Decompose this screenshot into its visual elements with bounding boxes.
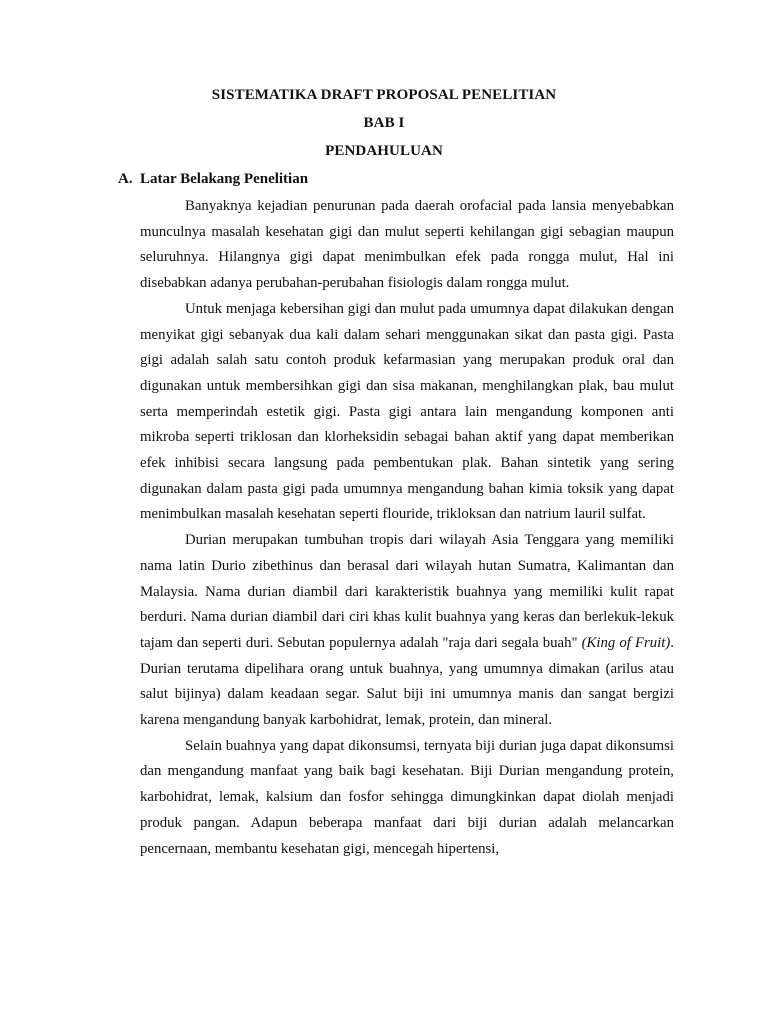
section-letter: A.	[118, 171, 133, 187]
paragraph-3-italic: (King of Fruit)	[581, 634, 671, 651]
paragraph-3-text-cont: . Durian terutama dipelihara orang untuk buahnya, yang umumnya dimakan (arilus atau salut bijinya) dalam keadaan segar. Salut biji ini umumnya manis dan sangat bergizi karena mengandung banyak karbohidrat, lemak, protein, dan mineral.	[140, 634, 674, 729]
paragraph-4: Selain buahnya yang dapat dikonsumsi, ternyata biji durian juga dapat dikonsumsi dan mengandung manfaat yang baik bagi kesehatan. Biji Durian mengandung protein, karbohidrat, lemak, kalsium dan fosfor sehingga dimungkinkan dapat diolah menjadi produk pangan. Adapun beberapa manfaat dari biji durian adalah melancarkan pencernaan, membantu kesehatan gigi, mencegah hipertensi,	[140, 737, 674, 857]
paragraph-3	[140, 528, 674, 734]
paragraph-2: Untuk menjaga kebersihan gigi dan mulut pada umumnya dapat dilakukan dengan menyikat gigi sebanyak dua kali dalam sehari menggunakan sikat dan pasta gigi. Pasta gigi adalah salah satu contoh produk kefarmasian yang merupakan produk oral dan digunakan untuk membersihkan gigi dan sisa makanan, menghilangkan plak, bau mulut serta memperindah estetik gigi. Pasta gigi antara lain mengandung komponen anti mikroba seperti triklosan dan klorheksidin sebagai bahan aktif yang dapat memberikan efek inhibisi secara langsung pada pembentukan plak. Bahan sintetik yang sering digunakan dalam pasta gigi pada umumnya mengandung bahan kimia toksik yang dapat menimbulkan masalah kesehatan seperti flouride, trikloksan dan natrium lauril sulfat.	[140, 300, 674, 523]
document-title: SISTEMATIKA DRAFT PROPOSAL PENELITIAN	[211, 87, 557, 103]
paragraph-1: Banyaknya kejadian penurunan pada daerah orofacial pada lansia menyebabkan munculnya masalah kesehatan gigi dan mulut seperti kehilangan gigi sebagian maupun seluruhnya. Hilangnya gigi dapat menimbulkan efek pada rongga mulut, Hal ini disebabkan adanya perubahan-perubahan fisiologis dalam rongga mulut.	[140, 198, 674, 292]
section-heading	[118, 171, 308, 188]
chapter-number: BAB I	[363, 115, 405, 131]
section-title: Latar Belakang Penelitian	[140, 171, 309, 187]
body-text	[140, 194, 674, 862]
paragraph-3-text: Durian merupakan tumbuhan tropis dari wilayah Asia Tenggara yang memiliki nama latin Durio zibethinus dan berasal dari wilayah hutan Sumatra, Kalimantan dan Malaysia. Nama durian diambil dari karakteristik buahnya yang memiliki kulit rapat berduri. Nama durian diambil dari ciri khas kulit buahnya yang keras dan berlekuk-lekuk tajam dan seperti duri. Sebutan populernya adalah "raja dari segala buah"	[140, 532, 674, 651]
chapter-title: PENDAHULUAN	[325, 143, 443, 159]
